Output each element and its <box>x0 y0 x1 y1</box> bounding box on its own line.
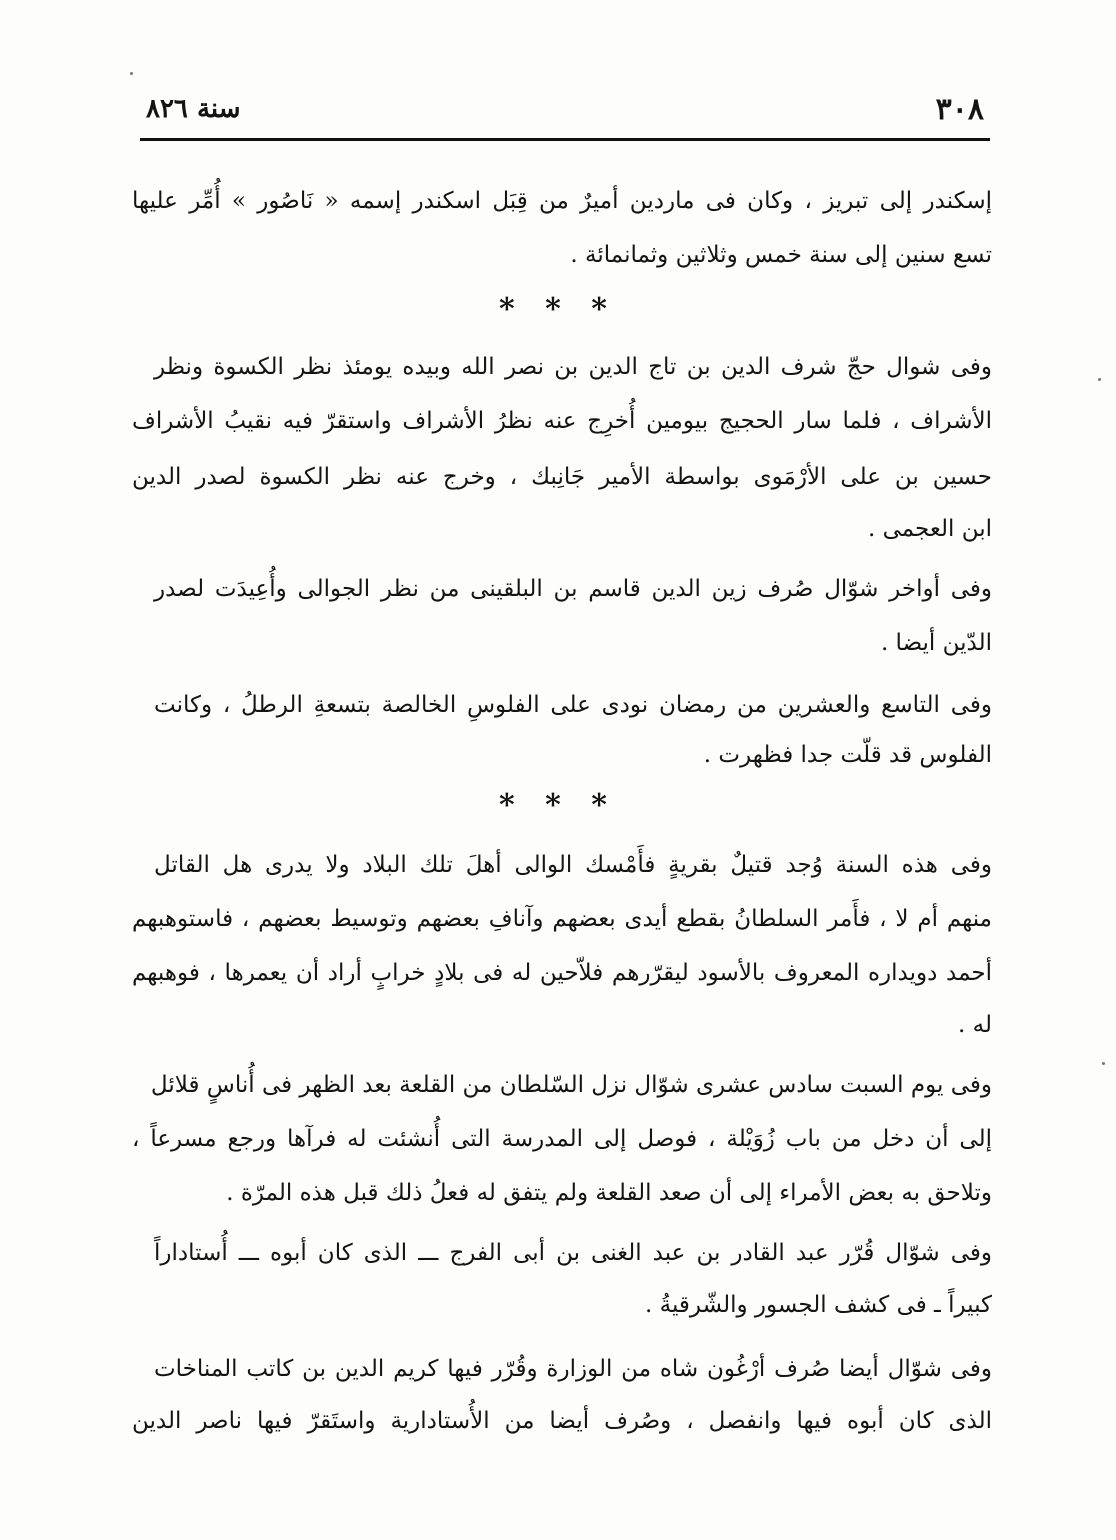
scan-speck <box>1098 378 1101 381</box>
text-line: ابن العجمى . <box>867 516 992 542</box>
text-line: إلى أن دخل من باب زُوَيْلة ، فوصل إلى المدرسة التى أُنشئت له فرآها ورجع مسرعاً ، <box>132 1126 992 1152</box>
text-line: وفى شوال حجّ شرف الدين بن تاج الدين بن نصر الله وبيده يومئذ نظر الكسوة ونظر <box>154 354 992 380</box>
text-line: الأشراف ، فلما سار الحجيج بيومين أُخرِج عنه نظرُ الأشراف واستقرّ فيه نقيبُ الأشراف <box>132 408 992 434</box>
text-line: الذى كان أبوه فيها وانفصل ، وصُرف أيضا من الأُستادارية واستَقرّ فيها ناصر الدين <box>132 1408 992 1434</box>
text-line: وفى أواخر شوّال صُرف زين الدين قاسم بن البلقينى من نظر الجوالى وأُعِيدَت لصدر <box>154 576 992 602</box>
text-line: الفلوس قد قلّت جدا فظهرت . <box>703 742 992 768</box>
running-title: سنة ٨٢٦ <box>146 94 241 124</box>
text-line: تسع سنين إلى سنة خمس وثلاثين وثمانمائة . <box>570 242 992 268</box>
text-line: وفى يوم السبت سادس عشرى شوّال نزل السّلطان من القلعة بعد الظهر فى أُناسٍ قلائل <box>150 1072 992 1098</box>
page-number: ٣٠٨ <box>935 92 984 127</box>
text-line: حسين بن على الأرْمَوى بواسطة الأمير جَانِبك ، وخرج عنه نظر الكسوة لصدر الدين <box>132 464 992 490</box>
text-line: أحمد دويداره المعروف بالأسود ليقرّرهم فلاّحين له فى بلادٍ خرابٍ أراد أن يعمرها ، فوهبهم <box>132 960 992 986</box>
scan-speck <box>130 72 133 75</box>
text-line: وفى التاسع والعشرين من رمضان نودى على الفلوسِ الخالصة بتسعةِ الرطلُ ، وكانت <box>154 692 992 718</box>
text-line: إسكندر إلى تبريز ، وكان فى ماردين أميرٌ من قِبَل اسكندر إسمه « نَاصُور » أُمِّر عليها <box>132 188 992 214</box>
text-line: كبيراً ـ فى كشف الجسور والشّرقيةُ . <box>645 1292 992 1318</box>
text-line: له . <box>958 1012 992 1038</box>
text-line: وفى هذه السنة وُجد قتيلٌ بقريةٍ فأَمْسك الوالى أهلَ تلك البلاد ولا يدرى هل القاتل <box>154 852 992 878</box>
text-line: وتلاحق به بعض الأمراء إلى أن صعد القلعة ولم يتفق له فعلُ ذلك قبل هذه المرّة . <box>226 1180 992 1206</box>
header-rule <box>140 138 990 141</box>
text-line: وفى شوّال قُرّر عبد القادر بن عبد الغنى بن أبى الفرج ـــ الذى كان أبوه ـــ أُستاداراً <box>154 1240 992 1266</box>
section-separator: * * * <box>499 788 617 823</box>
scan-speck <box>1102 1062 1105 1065</box>
text-line: منهم أم لا ، فأَمر السلطانُ بقطع أيدى بعضهم وآنافِ بعضهم وتوسيط بعضهم ، فاستوهبهم <box>132 906 992 932</box>
page-header <box>140 92 988 132</box>
section-separator: * * * <box>499 292 617 327</box>
text-line: وفى شوّال أيضا صُرف أرْغُون شاه من الوزارة وقُرّر فيها كريم الدين بن كاتب المناخات <box>154 1356 992 1382</box>
text-line: الدّين أيضا . <box>880 630 992 656</box>
